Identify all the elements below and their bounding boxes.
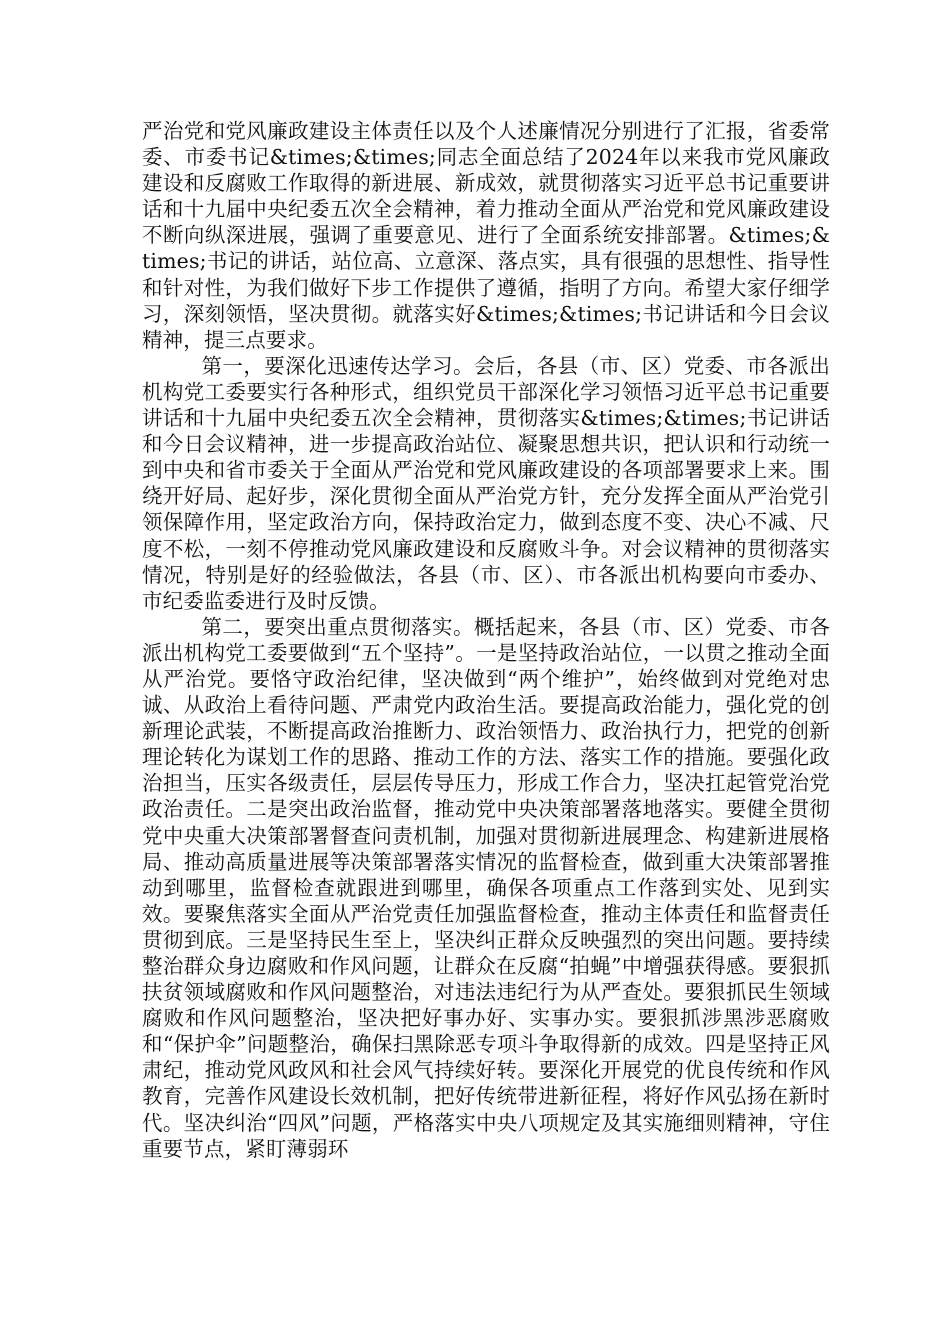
paragraph-point-two: 第二，要突出重点贯彻落实。概括起来，各县（市、区）党委、市各派出机构党工委要做到“五个坚持”。一是坚持政治站位，一以贯之推动全面从严治党。要恪守政治纪律，坚决做到“两个维护”，始终做到对党绝对忠诚、从政治上看待问题、严肃党内政治生活。要提高政治能力，强化党的创新理论武装，不断提高政治推断力、政治领悟力、政治执行力，把党的创新理论转化为谋划工作的思路、推动工作的方法、落实工作的措施。要强化政治担当，压实各级责任，层层传导压力，形成工作合力，坚决扛起管党治党政治责任。二是突出政治监督，推动党中央决策部署落地落实。要健全贯彻党中央重大决策部署督查问责机制，加强对贯彻新进展理念、构建新进展格局、推动高质量进展等决策部署落实情况的监督检查，做到重大决策部署推动到哪里，监督检查就跟进到哪里，确保各项重点工作落到实处、见到实效。要聚焦落实全面从严治党责任加强监督检查，推动主体责任和监督责任贯彻到底。三是坚持民生至上，坚决纠正群众反映强烈的突出问题。要持续整治群众身边腐败和作风问题，让群众在反腐“拍蝇”中增强获得感。要狠抓扶贫领域腐败和作风问题整治，对违法违纪行为从严查处。要狠抓民生领域腐败和作风问题整治，坚决把好事办好、实事办实。要狠抓涉黑涉恶腐败和“保护伞”问题整治，确保扫黑除恶专项斗争取得新的成效。四是坚持正风肃纪，推动党风政风和社会风气持续好转。要深化开展党的优良传统和作风教育，完善作风建设长效机制，把好传统带进新征程，将好作风弘扬在新时代。坚决纠治“四风”问题，严格落实中央八项规定及其实施细则精神，守住重要节点，紧盯薄弱环 — [142, 614, 830, 1161]
paragraph-intro: 严治党和党风廉政建设主体责任以及个人述廉情况分别进行了汇报，省委常委、市委书记&times;&times;同志全面总结了2024年以来我市党风廉政建设和反腐败工作取得的新进展、新成效，就贯彻落实习近平总书记重要讲话和十九届中央纪委五次全会精神，着力推动全面从严治党和党风廉政建设不断向纵深进展，强调了重要意见、进行了全面系统安排部署。&times;&times;书记的讲话，站位高、立意深、落点实，具有很强的思想性、指导性和针对性，为我们做好下步工作提供了遵循，指明了方向。希望大家仔细学习，深刻领悟，坚决贯彻。就落实好&times;&times;书记讲话和今日会议精神，提三点要求。 — [142, 119, 830, 352]
paragraph-point-one: 第一，要深化迅速传达学习。会后，各县（市、区）党委、市各派出机构党工委要实行各种形式，组织党员干部深化学习领悟习近平总书记重要讲话和十九届中央纪委五次全会精神，贯彻落实&times;&times;书记讲话和今日会议精神，进一步提高政治站位、凝聚思想共识，把认识和行动统一到中央和省市委关于全面从严治党和党风廉政建设的各项部署要求上来。围绕开好局、起好步，深化贯彻全面从严治党方针，充分发挥全面从严治党引领保障作用，坚定政治方向，保持政治定力，做到态度不变、决心不减、尺度不松，一刻不停推动党风廉政建设和反腐败斗争。对会议精神的贯彻落实情况，特别是好的经验做法，各县（市、区）、市各派出机构要向市委办、市纪委监委进行及时反馈。 — [142, 353, 830, 613]
body-text — [142, 118, 830, 1162]
